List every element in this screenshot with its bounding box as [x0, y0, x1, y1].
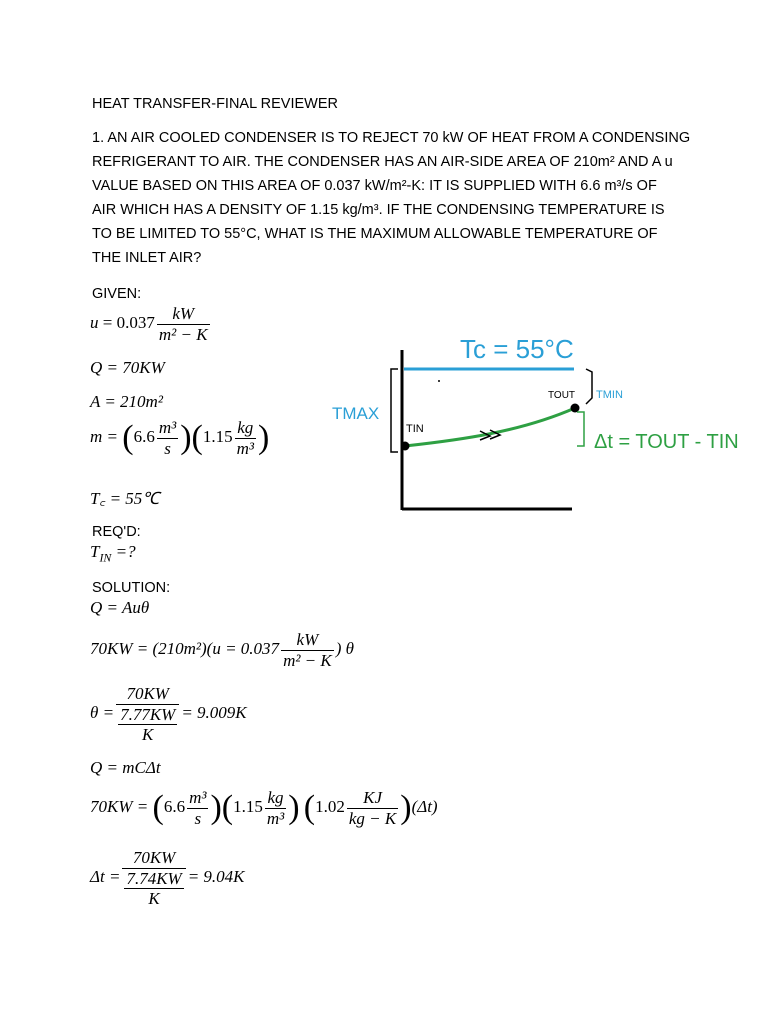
solution-heading: SOLUTION: [92, 580, 171, 596]
eq-m-factor-a: 6.6 [133, 426, 155, 446]
eq-tin-symbol: T [90, 542, 100, 561]
eq-s6-rhs: = 9.04K [187, 867, 245, 887]
eq-m-lhs: m = [90, 426, 118, 446]
eq-area: A = 210m² [90, 392, 163, 411]
eq-s5-factor-b: 1.15 [233, 796, 263, 816]
eq-s5-c-den: kg − K [348, 808, 397, 828]
eq-s5-rhs: (Δt) [411, 796, 438, 816]
problem-line-2: REFRIGERANT TO AIR. THE CONDENSER HAS AN AIR-SIDE AREA OF 210m² AND A u [92, 154, 673, 170]
air-temp-curve [405, 408, 575, 446]
eq-tin-subscript: IN [99, 550, 112, 565]
diagram-dot [438, 380, 440, 382]
eq-s6-num: 70KW [122, 848, 185, 869]
problem-line-5: TO BE LIMITED TO 55°C, WHAT IS THE MAXIMUM ALLOWABLE TEMPERATURE OF [92, 226, 658, 242]
eq-s2-lhs: 70KW = (210m²)(u = 0.037 [90, 638, 280, 658]
tmax-bracket [391, 369, 398, 452]
eq-m-b-num: kg [235, 418, 256, 439]
eq-s5-b-den: m³ [266, 808, 285, 828]
dt-bracket [577, 412, 584, 446]
eq-u-lhs: u [90, 312, 99, 332]
problem-line-1: 1. AN AIR COOLED CONDENSER IS TO REJECT 70 kW OF HEAT FROM A CONDENSING [92, 130, 691, 146]
eq-s5-lhs: 70KW = [90, 796, 149, 816]
eq-s5-factor-c: 1.02 [315, 796, 345, 816]
eq-s3-num: 70KW [116, 684, 179, 705]
eq-s6-den-den: K [148, 889, 160, 909]
eq-s5-c-num: KJ [347, 788, 398, 809]
eq-s6-lhs: Δt = [90, 867, 121, 887]
eq-s5-a-num: m³ [189, 788, 207, 807]
eq-s5-b-num: kg [265, 788, 286, 809]
eq-s2-rhs: ) θ [335, 638, 355, 658]
tmin-label: TMIN [596, 389, 623, 401]
eq-u-unit-num: kW [157, 304, 210, 325]
eq-tc: T꜀ = 55℃ [90, 489, 160, 508]
eq-m-factor-b: 1.15 [202, 426, 233, 446]
eq-u-unit-den: m² − K [158, 324, 208, 344]
tc-label: Tc = 55°C [460, 334, 574, 364]
eq-s5-factor-a: 6.6 [163, 796, 186, 816]
inlet-point [401, 442, 410, 451]
document-title: HEAT TRANSFER-FINAL REVIEWER [92, 96, 338, 112]
eq-tin-rest: =? [111, 542, 136, 561]
problem-line-4: AIR WHICH HAS A DENSITY OF 1.15 kg/m³. IF THE CONDENSING TEMPERATURE IS [92, 202, 665, 218]
eq-m-a-num: m³ [158, 418, 177, 437]
eq-s3-lhs: θ = [90, 703, 115, 723]
tin-label: TIN [406, 423, 424, 435]
eq-m-b-den: m³ [236, 438, 254, 458]
problem-line-3: VALUE BASED ON THIS AREA OF 0.037 kW/m²-K: IT IS SUPPLIED WITH 6.6 m³/s OF [92, 178, 657, 194]
tmax-label: TMAX [332, 404, 380, 423]
eq-solution-5: 70KW = (6.6 $\frac{\text{m³}}{s}$ )(1.15 $\frac{kg}{\text{m³}}$ ) (1.02 $\frac{KJ}{kg - K}$ )(Δt) [90, 788, 438, 828]
problem-line-6: THE INLET AIR? [92, 250, 202, 266]
outlet-point [571, 404, 580, 413]
eq-s5-a-den: s [194, 808, 202, 828]
eq-s3-rhs: = 9.009K [181, 703, 247, 723]
eq-s3-den-den: K [142, 725, 154, 745]
given-heading: GIVEN: [92, 286, 142, 302]
eq-s3-den-num: 7.77KW [120, 704, 176, 724]
eq-u-value: = 0.037 [102, 312, 155, 332]
eq-s2-num: kW [281, 630, 334, 651]
eq-solution-1: Q = Auθ [90, 598, 150, 617]
reqd-heading: REQ'D: [92, 524, 141, 540]
delta-t-label: Δt = TOUT - TIN [594, 431, 739, 453]
eq-solution-4: Q = mCΔt [90, 758, 161, 777]
eq-s6-den-num: 7.74KW [126, 868, 182, 888]
eq-s2-den: m² − K [283, 650, 332, 670]
tmin-bracket [586, 369, 592, 404]
tout-label: TOUT [548, 390, 576, 401]
eq-q: Q = 70KW [90, 358, 165, 377]
eq-m-a-den: s [164, 438, 171, 458]
eq-mass-flow: m = (6.6 $\frac{\text{m³}}{s}$ )(1.15 $\frac{kg}{\text{m³}}$ ) [90, 418, 270, 458]
